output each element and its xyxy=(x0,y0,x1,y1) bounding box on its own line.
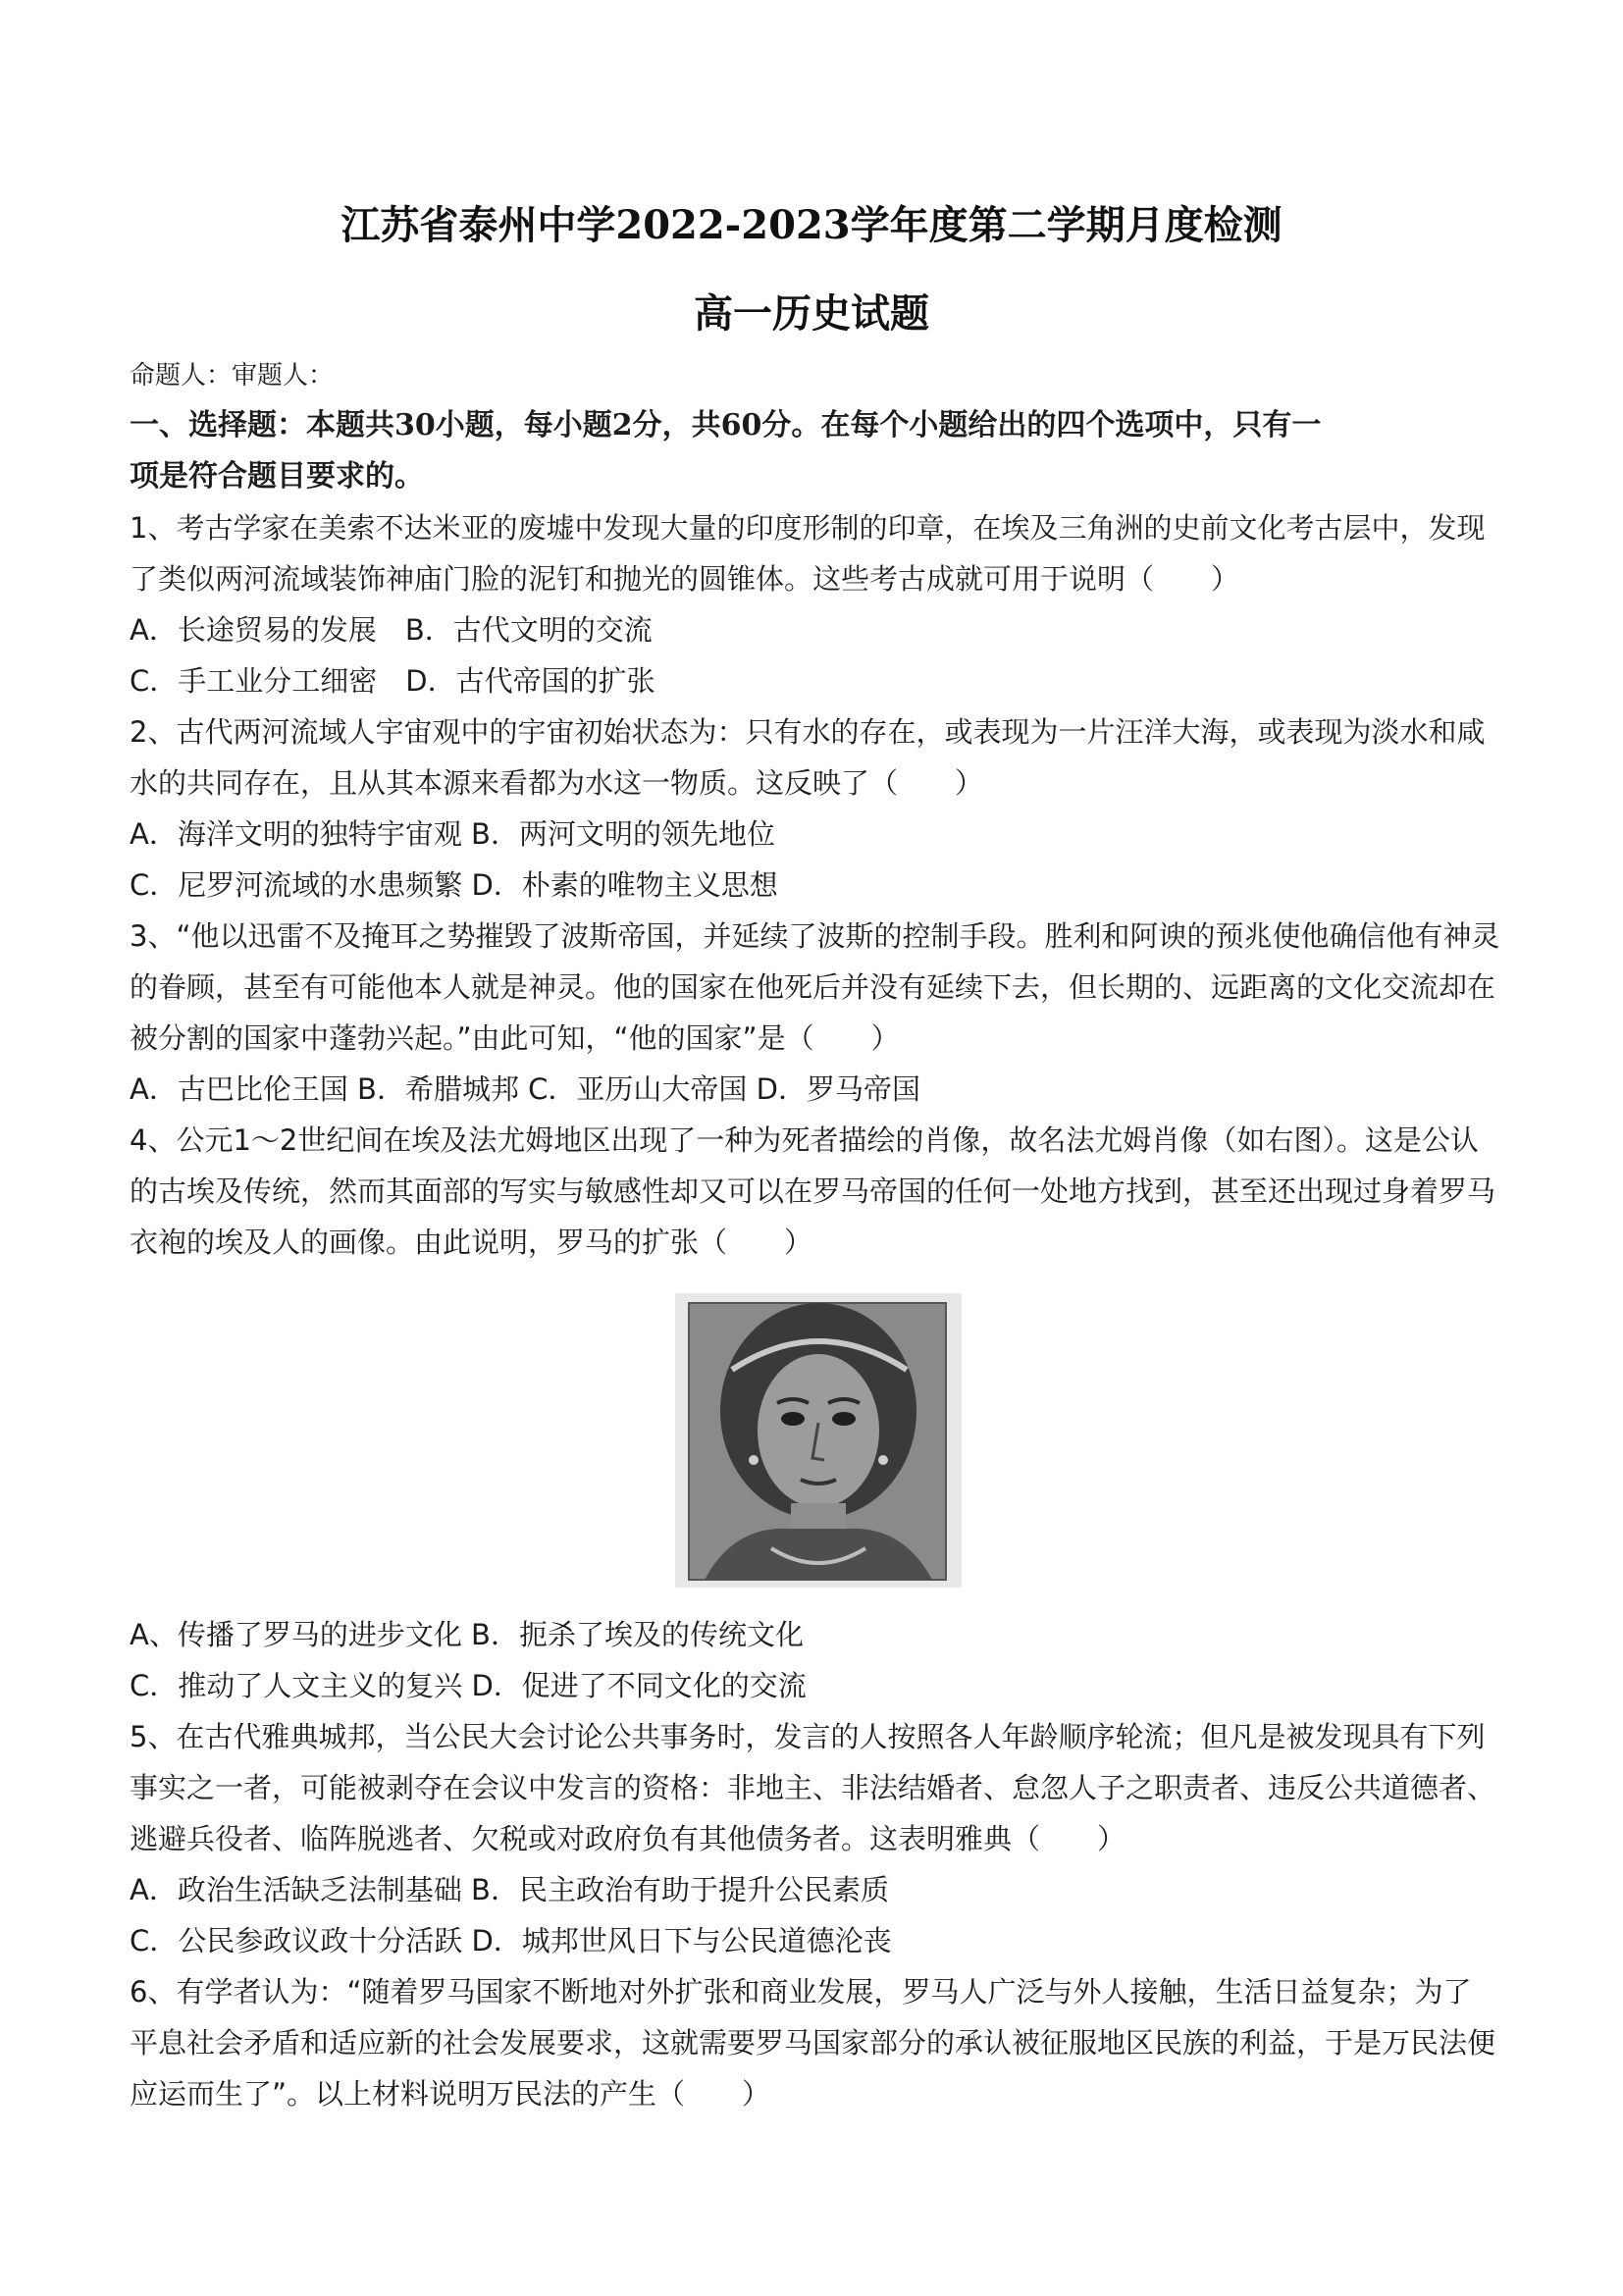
q5-stem-line1: 5、在古代雅典城邦，当公民大会讨论公共事务时，发言的人按照各人年龄顺序轮流；但凡是被发现具有下列 xyxy=(130,1720,1486,1753)
q2-options-cd: C．尼罗河流域的水患频繁 D．朴素的唯物主义思想 xyxy=(130,868,778,902)
q4-options-cd: C．推动了人文主义的复兴 D．促进了不同文化的交流 xyxy=(130,1669,807,1702)
q1-stem-line2: 了类似两河流域装饰神庙门脸的泥钉和抛光的圆锥体。这些考古成就可用于说明（ ） xyxy=(130,562,1240,596)
section-heading-line2: 项是符合题目要求的。 xyxy=(130,459,424,494)
q2-options-ab: A．海洋文明的独特宇宙观 B．两河文明的领先地位 xyxy=(130,817,775,851)
q5-options-ab: A．政治生活缺乏法制基础 B．民主政治有助于提升公民素质 xyxy=(130,1873,889,1906)
q3-stem-line1: 3、“他以迅雷不及掩耳之势摧毁了波斯帝国，并延续了波斯的控制手段。胜利和阿谀的预兆使他确信他有神灵 xyxy=(130,919,1500,953)
q6-stem-line2: 平息社会矛盾和适应新的社会发展要求，这就需要罗马国家部分的承认被征服地区民族的利益，于是万民法便 xyxy=(130,2026,1496,2060)
q3-stem-line2: 的眷顾，甚至有可能他本人就是神灵。他的国家在他死后并没有延续下去，但长期的、远距离的文化交流却在 xyxy=(130,970,1496,1004)
exam-title: 江苏省泰州中学2022-2023学年度第二学期月度检测 xyxy=(340,202,1283,248)
q2-stem-line2: 水的共同存在，且从其本源来看都为水这一物质。这反映了（ ） xyxy=(130,766,984,800)
q4-stem-line3: 衣袍的埃及人的画像。由此说明，罗马的扩张（ ） xyxy=(130,1226,813,1259)
q2-stem-line1: 2、古代两河流域人宇宙观中的宇宙初始状态为：只有水的存在，或表现为一片汪洋大海，或表现为淡水和咸 xyxy=(130,715,1486,749)
q3-options: A．古巴比伦王国 B．希腊城邦 C．亚历山大帝国 D．罗马帝国 xyxy=(130,1072,920,1106)
q6-stem-line3: 应运而生了”。以上材料说明万民法的产生（ ） xyxy=(130,2077,771,2111)
q4-stem-line2: 的古埃及传统，然而其面部的写实与敏感性却又可以在罗马帝国的任何一处地方找到，甚至还出现过身着罗马 xyxy=(130,1174,1496,1208)
q5-stem-line3: 逃避兵役者、临阵脱逃者、欠税或对政府负有其他债务者。这表明雅典（ ） xyxy=(130,1822,1126,1855)
q5-options-cd: C．公民参政议政十分活跃 D．城邦世风日下与公民道德沦丧 xyxy=(130,1924,892,1957)
q1-stem-line1: 1、考古学家在美索不达米亚的废墟中发现大量的印度形制的印章，在埃及三角洲的史前文化考古层中，发现 xyxy=(130,511,1486,545)
exam-subtitle: 高一历史试题 xyxy=(694,290,929,337)
q4-options-ab: A、传播了罗马的进步文化 B．扼杀了埃及的传统文化 xyxy=(130,1618,804,1651)
q1-options-cd: C．手工业分工细密 D．古代帝国的扩张 xyxy=(130,664,655,698)
q5-stem-line2: 事实之一者，可能被剥夺在会议中发言的资格：非地主、非法结婚者、怠忽人子之职责者、违反公共道德者、 xyxy=(130,1771,1496,1804)
authors-line: 命题人：审题人： xyxy=(130,361,335,391)
section-heading-line1: 一、选择题：本题共30小题，每小题2分，共60分。在每个小题给出的四个选项中，只有一 xyxy=(130,408,1322,443)
q6-stem-line1: 6、有学者认为：“随着罗马国家不断地对外扩张和商业发展，罗马人广泛与外人接触，生活日益复杂；为了 xyxy=(130,1975,1472,2009)
q4-stem-line1: 4、公元1～2世纪间在埃及法尤姆地区出现了一种为死者描绘的肖像，故名法尤姆肖像（如右图）。这是公认 xyxy=(130,1123,1479,1157)
q1-options-ab: A．长途贸易的发展 B．古代文明的交流 xyxy=(130,613,653,647)
q3-stem-line3: 被分割的国家中蓬勃兴起。”由此可知，“他的国家”是（ ） xyxy=(130,1021,900,1055)
fayum-portrait-image xyxy=(675,1293,962,1588)
